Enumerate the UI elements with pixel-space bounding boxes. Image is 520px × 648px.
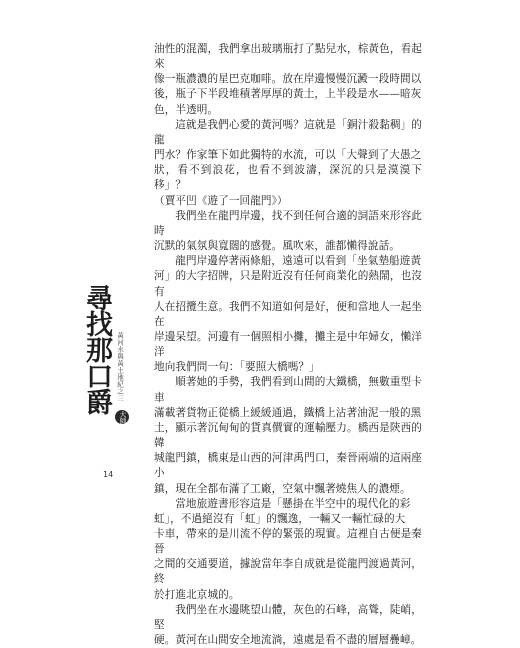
paragraph-3: 我們坐在龍門岸邊，找不到任何合適的詞語來形容此時 沉默的氣氛與寬闊的感覺。風吹來，誰都懶得說話。 (154, 209, 422, 253)
paragraph-2: 這就是我們心愛的黃河嗎？這就是「銅汁殺黏稠」的龍 門水？作家筆下如此獨特的水流，可以「大聲到了大愚之 狀，看不到浪花，也看不到波濤，深沉的只是漠漠下移」？ （賈平凹《遊了一回龍門》） (154, 118, 422, 207)
paragraph-7: 我們坐在水邊眺望山體，灰色的石峰，高聳，陡峭，堅 硬。黃河在山間安全地流淌，遠處是看不盡的層層疊嶂。 (154, 603, 422, 647)
paragraph-4: 龍門岸邊停著兩條船，遠遠可以看到「坐氣墊船遊黃 河」的大字招牌，只是附近沒有任何商業化的熱鬧，也沒有 人在招攬生意。我們不知道如何是好，便和當地人一起坐在 岸邊呆望。河邊有一個照相小攤，攤主是中年婦女，懶洋洋 地向我們問一句：「要照大橋嗎？」 (154, 255, 422, 374)
paragraph-5: 順著她的手勢，我們看到山間的大鐵橋，無數重型卡車 滿載著貨物正從橋上緩緩通過，鐵橋上沾著油泥一般的黑 土，顯示著沉甸甸的貨真價實的運輸壓力。橋西是陝西的韓 城龍門鎮，橋東是山西的河津禹門口，秦晉兩端的這兩座小 鎮，現在全都布滿了工廠，空氣中飄著燒焦人的濃煙。 (154, 376, 422, 495)
body-text (154, 42, 422, 648)
seal-icon: 大師 (115, 410, 129, 424)
page-number: 14 (103, 470, 114, 479)
book-subtitle: 黃河水與黃土地紀之三 (116, 332, 124, 402)
book-title: 尋找那口爵 (81, 284, 112, 414)
paragraph-1: 油性的混濁，我們拿出玻璃瓶打了點兒水，棕黃色，看起來 像一瓶濃濃的星巴克咖啡。放在岸邊慢慢沉澱一段時間以 後，瓶子下半段堆積著厚厚的黃土，上半段是水——暗灰 色，半透明。 (154, 43, 422, 116)
paragraph-6: 當地旅遊書形容這是「懸掛在半空中的現代化的彩 虹」，不過絕沒有「虹」的飄逸，一輛又一輛忙碌的大 卡車，帶來的是川流不停的緊張的現實。這裡自古便是秦晉 之間的交通要道，據說當年李自成就是從龍門渡過黃河，終 於打進北京城的。 (154, 497, 422, 601)
running-title (78, 284, 134, 444)
